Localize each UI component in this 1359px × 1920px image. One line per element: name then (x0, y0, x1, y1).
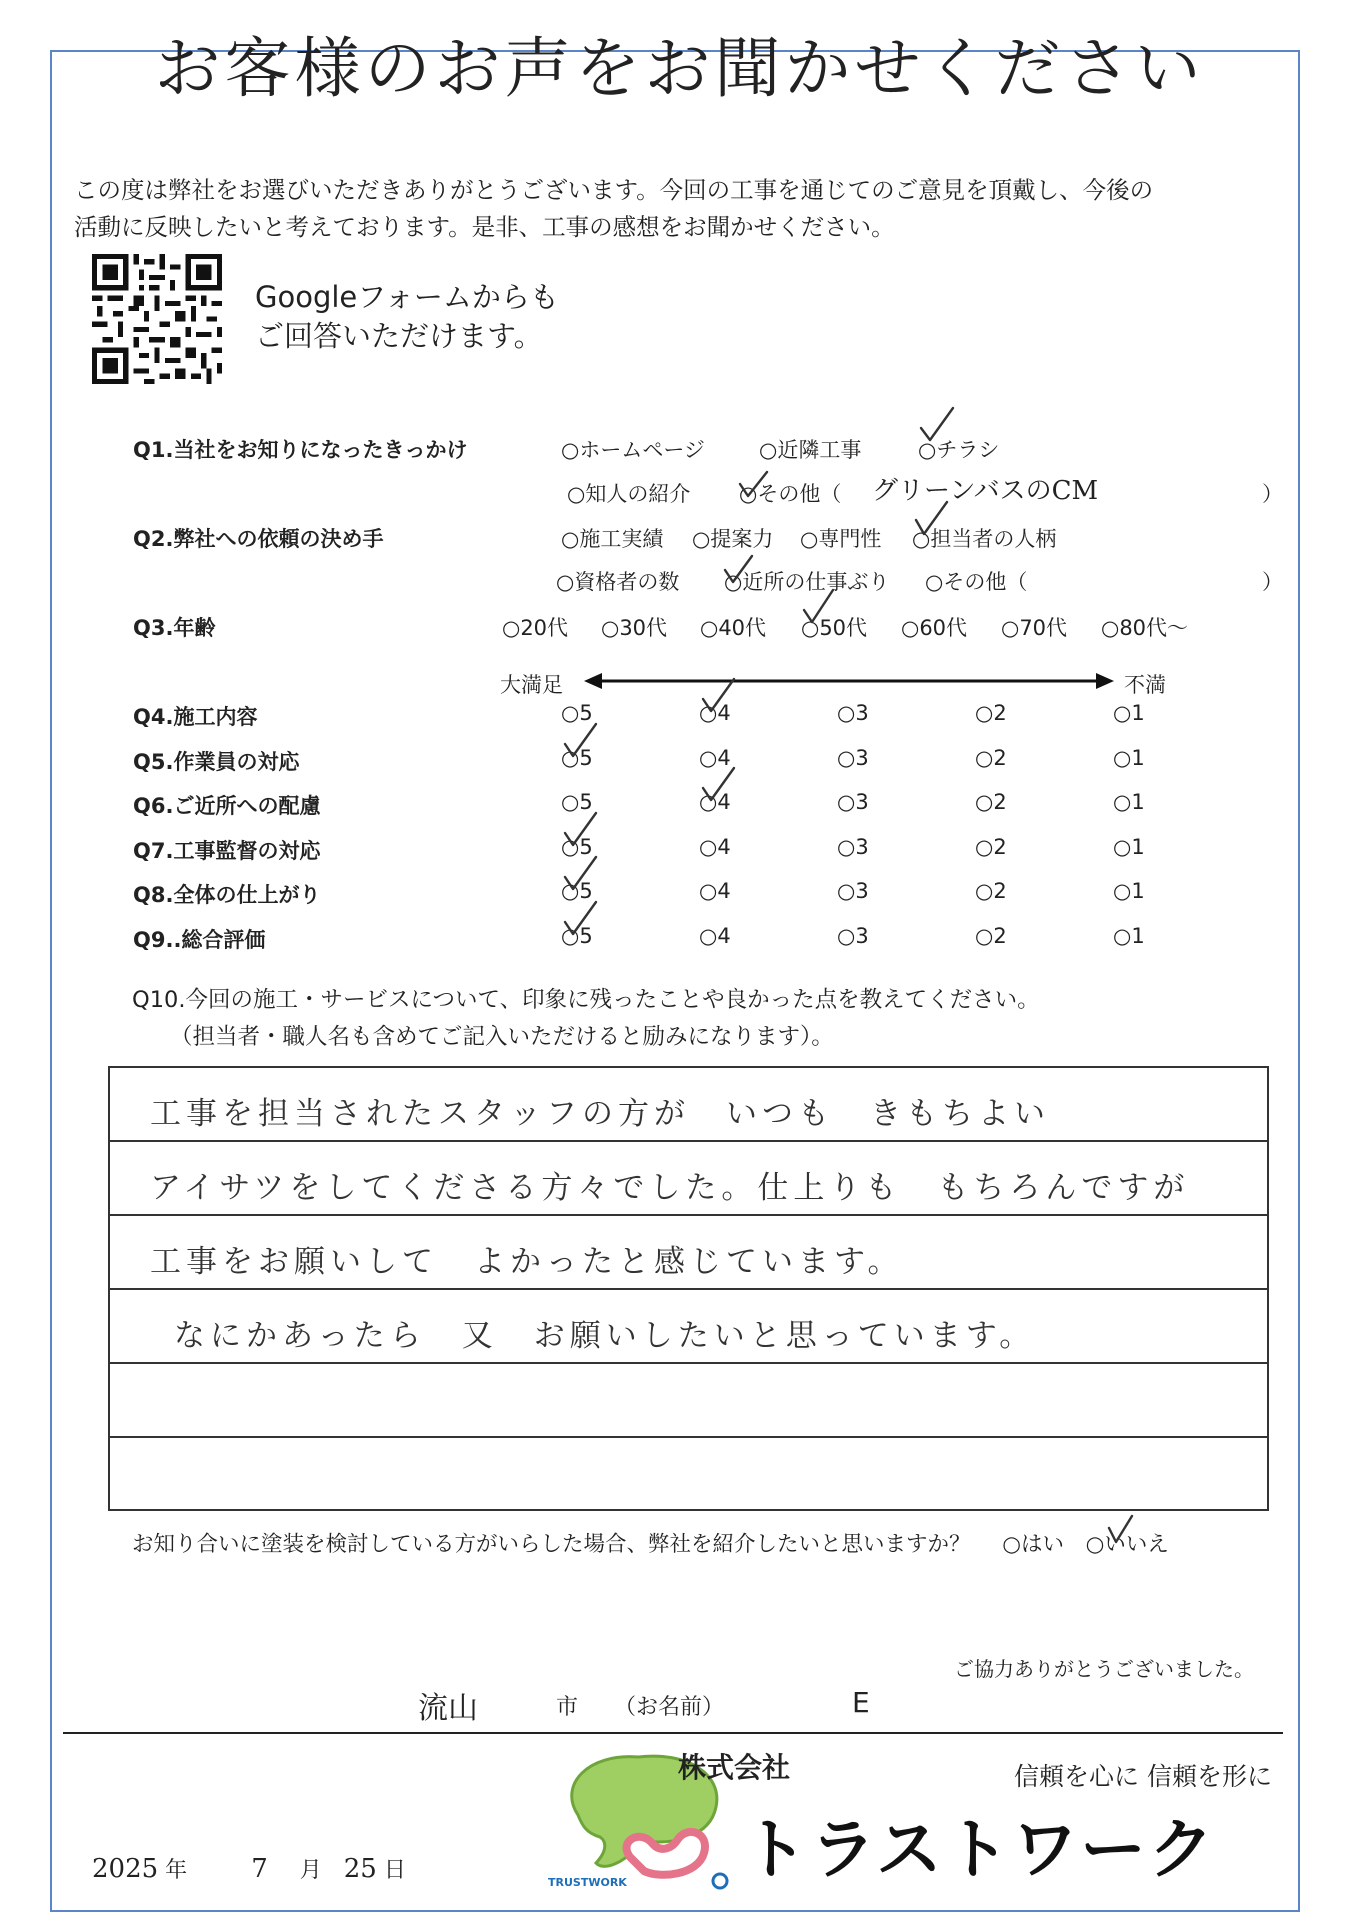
checkmark-icon (700, 766, 738, 802)
survey-sheet-border (50, 50, 1300, 1912)
company-tagline: 信頼を心に 信頼を形に (1014, 1762, 1272, 1791)
company-kabushiki: 株式会社 (678, 1751, 791, 1784)
rating-option[interactable]: ○5 (561, 923, 593, 948)
date-year-unit: 年 (165, 1858, 188, 1883)
answer-line[interactable] (110, 1068, 1267, 1142)
company-name: トラストワーク (742, 1811, 1217, 1888)
rating-option[interactable]: ○2 (975, 745, 1007, 770)
rating-option[interactable]: ○1 (1113, 790, 1145, 814)
rating-option[interactable]: ○2 (975, 879, 1007, 903)
rating-option[interactable]: ○5 (561, 879, 593, 903)
referral-question (132, 1527, 1169, 1558)
referral-option-no[interactable]: ○いいえ (1085, 1532, 1169, 1557)
q3-option-80s-plus[interactable]: ○80代～ (1101, 616, 1189, 640)
rating-option[interactable]: ○1 (1113, 923, 1145, 948)
q2-label: Q2.弊社への依頼の決め手 (133, 527, 384, 551)
page-title: お客様のお声をお聞かせください (154, 30, 1205, 107)
rating-option[interactable]: ○1 (1113, 745, 1145, 770)
checkmark-icon (562, 722, 600, 758)
checkmark-icon (562, 811, 600, 847)
rating-option[interactable]: ○2 (975, 923, 1007, 948)
google-form-line-1: Googleフォームからも (255, 280, 559, 314)
rating-option[interactable]: ○3 (837, 923, 869, 948)
date (92, 1853, 406, 1884)
scale-label-satisfied: 大満足 (500, 673, 563, 697)
q1-label: Q1.当社をお知りになったきっかけ (133, 438, 468, 462)
checkmark-icon (700, 677, 738, 713)
q3-option-20s[interactable]: ○20代 (502, 616, 569, 640)
rating-option[interactable]: ○5 (561, 790, 593, 814)
rating-option[interactable]: ○3 (837, 879, 869, 903)
rating-option[interactable]: ○3 (837, 745, 869, 770)
checkmark-icon (722, 552, 760, 588)
q2-option-proposal[interactable]: ○提案力 (692, 527, 774, 551)
date-year: 2025 (92, 1854, 159, 1884)
rating-option[interactable]: ○2 (975, 834, 1007, 859)
checkmark-icon (737, 468, 775, 504)
rating-option[interactable]: ○4 (699, 790, 731, 814)
q2-option-track-record[interactable]: ○施工実績 (561, 527, 664, 551)
name-value: E (852, 1686, 870, 1719)
q10-answer-box[interactable] (108, 1066, 1269, 1511)
rating-option[interactable]: ○5 (561, 745, 593, 770)
answer-line[interactable] (110, 1142, 1267, 1216)
answer-text: なにかあったら 又 お願いしたいと思っています。 (174, 1318, 1036, 1354)
answer-text: アイサツをしてくださる方々でした。仕上りも もちろんですが (150, 1170, 1190, 1206)
rating-option[interactable]: ○2 (975, 701, 1007, 725)
q1-option-flyer[interactable]: ○チラシ (918, 438, 1000, 462)
rating-option[interactable]: ○1 (1113, 834, 1145, 859)
answer-line[interactable] (110, 1216, 1267, 1290)
q2-option-local-work[interactable]: ○近所の仕事ぶり (724, 570, 890, 594)
answer-text: 工事を担当されたスタッフの方が いつも きもちよい (150, 1096, 1050, 1132)
date-day: 25 (343, 1854, 377, 1884)
checkmark-icon (562, 855, 600, 891)
scale-label-unsatisfied: 不満 (1124, 673, 1166, 697)
q2-option-staff-personality[interactable]: ○担当者の人柄 (912, 527, 1057, 551)
rating-label: Q7.工事監督の対応 (133, 838, 321, 863)
q10-line-2: （担当者・職人名も含めてご記入いただけると励みになります）。 (170, 1024, 834, 1050)
checkmark-icon (1106, 1514, 1144, 1550)
rating-option[interactable]: ○5 (561, 701, 593, 725)
rating-option[interactable]: ○3 (837, 834, 869, 859)
rating-label: Q8.全体の仕上がり (133, 883, 321, 907)
q2-option-qualified-count[interactable]: ○資格者の数 (556, 570, 680, 594)
rating-option[interactable]: ○3 (837, 701, 869, 725)
q1-option-referral[interactable]: ○知人の紹介 (567, 482, 691, 506)
checkmark-icon (918, 406, 956, 442)
rating-option[interactable]: ○4 (699, 745, 731, 770)
q2-close-paren: ） (1262, 570, 1283, 594)
q3-label: Q3.年齢 (133, 616, 216, 640)
rating-label: Q9..総合評価 (133, 927, 266, 952)
rating-option[interactable]: ○5 (561, 834, 593, 859)
q3-option-40s[interactable]: ○40代 (700, 616, 767, 640)
q10-prompt (132, 982, 1040, 1056)
q2-option-other[interactable]: ○その他（ (925, 570, 1028, 594)
qr-code-icon[interactable] (92, 254, 222, 384)
intro-line-1: この度は弊社をお選びいただきありがとうございます。今回の工事を通じてのご意見を頂戴し、今後の (74, 176, 1154, 204)
q1-option-neighborhood-work[interactable]: ○近隣工事 (759, 438, 862, 462)
rating-option[interactable]: ○4 (699, 923, 731, 948)
rating-label: Q4.施工内容 (133, 705, 258, 729)
checkmark-icon (801, 588, 839, 624)
q3-option-50s[interactable]: ○50代 (801, 616, 868, 640)
intro-text (74, 172, 1294, 246)
rating-option[interactable]: ○3 (837, 790, 869, 814)
rating-option[interactable]: ○1 (1113, 879, 1145, 903)
google-form-note (255, 278, 559, 356)
google-form-line-2: ご回答いただけます。 (255, 319, 543, 353)
logo-text: TRUSTWORK (548, 1876, 627, 1889)
q3-option-30s[interactable]: ○30代 (601, 616, 668, 640)
answer-line[interactable] (110, 1364, 1267, 1438)
answer-line[interactable] (110, 1438, 1267, 1512)
answer-line[interactable] (110, 1290, 1267, 1364)
q1-close-paren: ） (1262, 482, 1283, 506)
thanks-message: ご協力ありがとうございました。 (954, 1657, 1254, 1681)
referral-option-yes[interactable]: ○はい (1002, 1532, 1064, 1557)
q1-option-other[interactable]: ○その他（ (739, 482, 842, 506)
rating-option[interactable]: ○4 (699, 834, 731, 859)
rating-label: Q6.ご近所への配慮 (133, 794, 321, 818)
q1-option-homepage[interactable]: ○ホームページ (561, 438, 705, 462)
name-label: （お名前） (614, 1695, 725, 1720)
signature-line (63, 1732, 1283, 1734)
date-day-unit: 日 (383, 1858, 406, 1883)
date-month-unit: 月 (299, 1858, 322, 1883)
checkmark-icon (562, 900, 600, 936)
rating-option[interactable]: ○2 (975, 790, 1007, 814)
date-month: 7 (251, 1854, 268, 1884)
rating-option[interactable]: ○4 (699, 879, 731, 903)
referral-question-text: お知り合いに塗装を検討している方がいらした場合、弊社を紹介したいと思いますか？ (132, 1532, 971, 1557)
q3-option-70s[interactable]: ○70代 (1001, 616, 1068, 640)
rating-option[interactable]: ○1 (1113, 701, 1145, 725)
intro-line-2: 活動に反映したいと考えております。是非、工事の感想をお聞かせください。 (74, 213, 895, 241)
rating-label: Q5.作業員の対応 (133, 749, 300, 774)
q2-option-expertise[interactable]: ○専門性 (800, 527, 882, 551)
city-handwritten: 流山 (418, 1691, 478, 1726)
q3-option-60s[interactable]: ○60代 (901, 616, 968, 640)
city-suffix: 市 (556, 1695, 579, 1720)
checkmark-icon (913, 500, 951, 536)
q10-line-1: Q10.今回の施工・サービスについて、印象に残ったことや良かった点を教えてください。 (132, 987, 1040, 1013)
rating-option[interactable]: ○4 (699, 701, 731, 725)
q1-other-handwritten: グリーンバスのCM (872, 476, 1099, 506)
answer-text: 工事をお願いして よかったと感じています。 (150, 1244, 904, 1280)
scale-arrow-icon (584, 671, 1114, 691)
